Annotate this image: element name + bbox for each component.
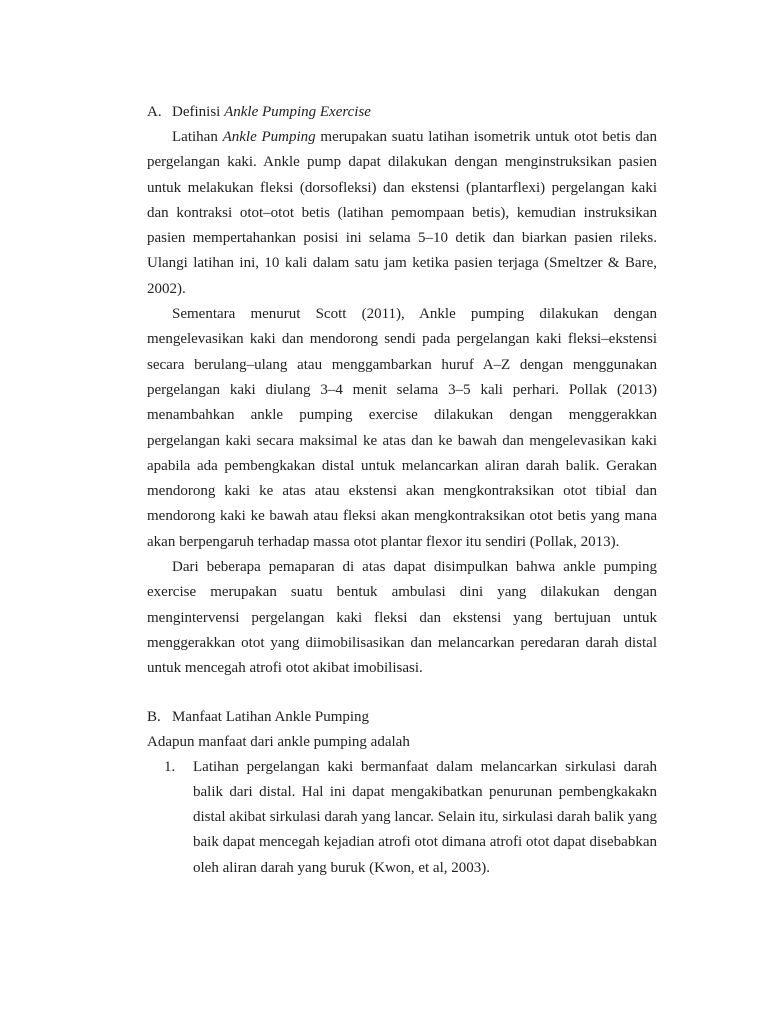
section-a-paragraph-3: Dari beberapa pemaparan di atas dapat disimpulkan bahwa ankle pumping exercise merupakan suatu bentuk ambulasi dini yang dilakukan dengan mengintervensi pergelangan kaki fleksi dan ekstensi yang bertujuan untuk menggerakkan otot yang diimobilisasikan dan melancarkan peredaran darah distal untuk mencegah atrofi otot akibat imobilisasi. [147, 559, 657, 677]
list-item-number: 1. [164, 758, 176, 775]
benefits-list [147, 755, 657, 881]
section-b-heading [147, 705, 657, 730]
section-a-title [172, 100, 371, 125]
p1-start: Latihan [172, 129, 223, 145]
section-b-marker: B. [147, 708, 161, 725]
section-a-title-italic: Ankle Pumping Exercise [224, 104, 371, 120]
document-page [147, 100, 657, 881]
section-a-marker: A. [147, 104, 162, 120]
section-b-lead: Adapun manfaat dari ankle pumping adalah [147, 733, 410, 750]
p1-rest: merupakan suatu latihan isometrik untuk otot betis dan pergelangan kaki. Ankle pump dapat dilakukan dengan menginstruksikan pasien untuk melakukan fleksi (dorsofleksi) dan ekstensi (plantarflexi) pergelangan kaki dan kontraksi otot–otot betis (latihan pemompaan betis), kemudian instruksikan pasien mempertahankan posisi ini selama 5–10 detik dan biarkan pasien rileks. Ulangi latihan ini, 10 kali dalam satu jam ketika pasien terjaga (Smeltzer & Bare, 2002). [147, 129, 657, 297]
list-item-text: Latihan pergelangan kaki bermanfaat dalam melancarkan sirkulasi darah balik dari distal. Hal ini dapat mengakibatkan penurunan pembengkakakn distal akibat sirkulasi darah yang lancar. Selain itu, sirkulasi darah balik yang baik dapat mencegah kejadian atrofi otot dimana atrofi otot dapat disebabkan oleh aliran darah yang buruk (Kwon, et al, 2003). [193, 758, 657, 876]
section-a-heading [147, 100, 657, 125]
section-a-title-plain: Definisi [172, 104, 225, 120]
section-b-title: Manfaat Latihan Ankle Pumping [172, 708, 370, 725]
section-gap [147, 682, 657, 705]
p1-italic: Ankle Pumping [222, 129, 316, 145]
section-a-paragraph-1 [147, 125, 657, 302]
list-item [147, 755, 657, 881]
section-a-paragraph-2: Sementara menurut Scott (2011), Ankle pumping dilakukan dengan mengelevasikan kaki dan mendorong sendi pada pergelangan kaki fleksi–ekstensi secara berulang–ulang atau menggambarkan huruf A–Z dengan menggunakan pergelangan kaki diulang 3–4 menit selama 3–5 kali perhari. Pollak (2013) menambahkan ankle pumping exercise dilakukan dengan menggerakkan pergelangan kaki secara maksimal ke atas dan ke bawah dan mengelevasikan kaki apabila ada pembengkakan distal untuk melancarkan aliran darah balik. Gerakan mendorong kaki ke atas atau ekstensi akan mengkontraksikan otot tibial dan mendorong kaki ke bawah atau fleksi akan mengkontraksikan otot betis yang mana akan berpengaruh terhadap massa otot plantar flexor itu sendiri (Pollak, 2013). [147, 306, 657, 550]
